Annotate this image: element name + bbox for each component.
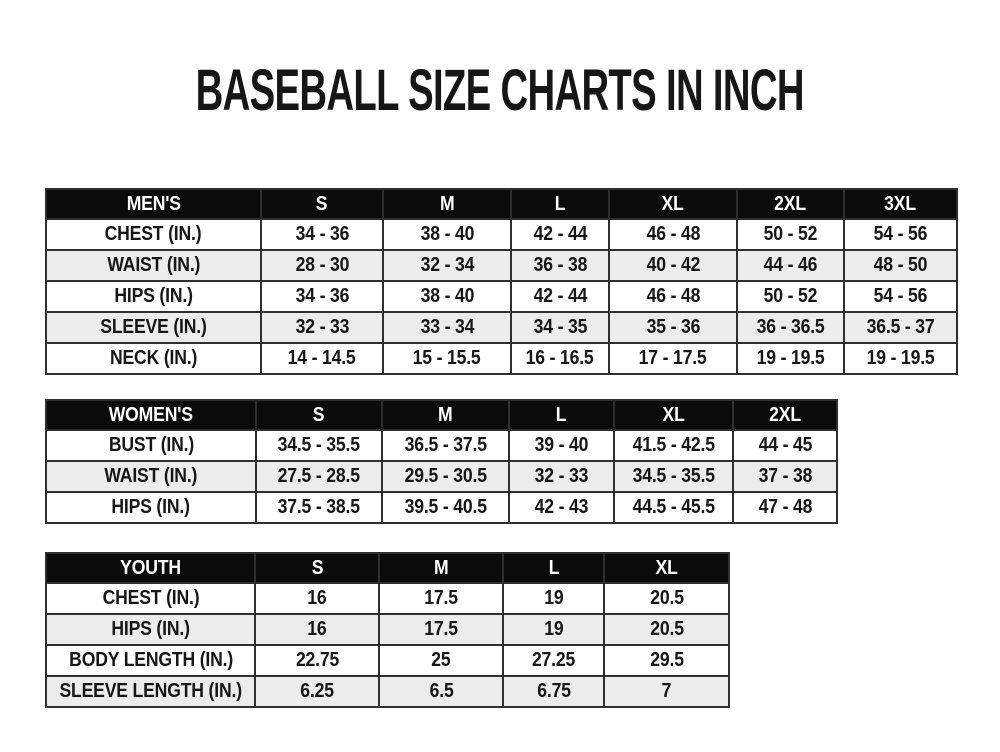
value-text: 35 - 36 [646, 316, 700, 338]
value-text: 19 - 19.5 [756, 347, 825, 369]
value-text: 37 - 38 [758, 465, 812, 487]
value-cell [261, 281, 383, 312]
row-label-cell [46, 430, 256, 461]
value-cell [379, 645, 503, 676]
value-text: 17.5 [424, 587, 459, 609]
value-cell [261, 343, 383, 374]
mens-size-column-header [737, 189, 844, 219]
header-label: WOMEN'S [108, 403, 194, 426]
value-text: 34 - 36 [295, 285, 349, 307]
value-text: 32 - 34 [420, 254, 474, 276]
youth-table-title-cell [46, 553, 255, 583]
row-label: HIPS (IN.) [114, 285, 193, 307]
value-text: 15 - 15.5 [413, 347, 481, 369]
row-label: CHEST (IN.) [105, 223, 202, 245]
value-text: 14 - 14.5 [288, 347, 356, 369]
table-row [46, 583, 729, 614]
value-text: 27.5 - 28.5 [277, 465, 361, 487]
row-label: WAIST (IN.) [107, 254, 200, 276]
table-row [46, 343, 957, 374]
value-text: 50 - 52 [763, 285, 818, 307]
header-label: 2XL [774, 192, 807, 215]
header-label: M [438, 403, 453, 426]
page-title [0, 58, 1000, 123]
value-cell [511, 281, 609, 312]
value-cell [261, 219, 383, 250]
value-cell [609, 281, 737, 312]
row-label-cell [46, 492, 256, 523]
header-label: XL [662, 403, 685, 426]
page-title-text: BASEBALL SIZE CHARTS IN INCH [195, 58, 805, 123]
row-label-cell [46, 461, 256, 492]
value-text: 16 [307, 618, 327, 640]
row-label-cell [46, 219, 261, 250]
row-label-cell [46, 250, 261, 281]
value-cell [737, 250, 844, 281]
value-cell [255, 614, 379, 645]
value-cell [256, 461, 382, 492]
mens-size-column-header [261, 189, 383, 219]
row-label: WAIST (IN.) [104, 465, 198, 487]
value-cell [737, 312, 844, 343]
value-cell [844, 250, 957, 281]
value-cell [379, 676, 503, 707]
womens-size-table [45, 399, 838, 524]
value-cell [844, 312, 957, 343]
value-cell [255, 645, 379, 676]
header-label: MEN'S [126, 192, 181, 215]
table-row [46, 430, 837, 461]
header-label: 2XL [769, 403, 801, 426]
value-cell [503, 676, 604, 707]
row-label: HIPS (IN.) [111, 618, 190, 640]
header-label: L [556, 403, 567, 426]
value-text: 50 - 52 [763, 223, 818, 245]
row-label-cell [46, 281, 261, 312]
value-text: 19 [544, 618, 564, 640]
mens-size-column-header [844, 189, 957, 219]
mens-header-row [46, 189, 957, 219]
table-row [46, 250, 957, 281]
value-text: 46 - 48 [646, 285, 700, 307]
value-text: 41.5 - 42.5 [632, 434, 715, 456]
value-text: 37.5 - 38.5 [277, 496, 361, 518]
value-cell [255, 583, 379, 614]
mens-table-title-cell [46, 189, 261, 219]
value-text: 40 - 42 [646, 254, 700, 276]
value-cell [511, 250, 609, 281]
value-cell [382, 461, 509, 492]
table-row [46, 676, 729, 707]
value-cell [379, 614, 503, 645]
table-row [46, 645, 729, 676]
mens-size-column-header [383, 189, 511, 219]
row-label-cell [46, 312, 261, 343]
mens-size-column-header [609, 189, 737, 219]
value-cell [604, 583, 729, 614]
value-cell [503, 583, 604, 614]
value-cell [844, 219, 957, 250]
value-cell [383, 343, 511, 374]
value-text: 20.5 [650, 618, 684, 640]
value-text: 33 - 34 [420, 316, 474, 338]
youth-size-column-header [604, 553, 729, 583]
value-cell [844, 343, 957, 374]
mens-size-column-header [511, 189, 609, 219]
value-text: 28 - 30 [295, 254, 349, 276]
value-text: 34.5 - 35.5 [632, 465, 715, 487]
value-cell [737, 343, 844, 374]
value-text: 36 - 38 [533, 254, 587, 276]
value-text: 47 - 48 [758, 496, 812, 518]
row-label-cell [46, 676, 255, 707]
value-cell [511, 312, 609, 343]
value-text: 44 - 46 [763, 254, 818, 276]
womens-header-row [46, 400, 837, 430]
womens-table-title-cell [46, 400, 256, 430]
value-text: 6.25 [300, 680, 335, 702]
value-text: 16 [307, 587, 327, 609]
header-label: L [548, 556, 560, 579]
womens-size-column-header [614, 400, 733, 430]
header-label: XL [655, 556, 678, 579]
value-text: 22.75 [295, 649, 339, 671]
value-text: 54 - 56 [873, 285, 928, 307]
value-text: 17.5 [424, 618, 459, 640]
youth-header-row [46, 553, 729, 583]
value-text: 54 - 56 [873, 223, 928, 245]
value-text: 36.5 - 37 [866, 316, 935, 338]
row-label-cell [46, 614, 255, 645]
value-text: 36.5 - 37.5 [404, 434, 487, 456]
table-row [46, 492, 837, 523]
value-text: 25 [431, 649, 451, 671]
value-cell [261, 250, 383, 281]
value-cell [503, 614, 604, 645]
row-label: BODY LENGTH (IN.) [68, 649, 233, 671]
value-text: 39 - 40 [534, 434, 589, 456]
value-cell [509, 461, 614, 492]
row-label: SLEEVE (IN.) [100, 316, 207, 338]
row-label-cell [46, 645, 255, 676]
value-cell [614, 461, 733, 492]
header-label: XL [661, 192, 685, 215]
table-row [46, 312, 957, 343]
value-text: 6.75 [537, 680, 571, 702]
row-label: CHEST (IN.) [102, 587, 200, 609]
value-text: 38 - 40 [420, 285, 474, 307]
value-text: 42 - 43 [534, 496, 589, 518]
value-text: 34 - 36 [295, 223, 349, 245]
header-label: L [554, 192, 566, 215]
value-cell [256, 492, 382, 523]
value-cell [511, 343, 609, 374]
value-cell [604, 676, 729, 707]
value-text: 44 - 45 [758, 434, 812, 456]
value-cell [604, 645, 729, 676]
value-text: 29.5 - 30.5 [404, 465, 487, 487]
womens-size-column-header [509, 400, 614, 430]
mens-size-table [45, 188, 958, 375]
value-cell [255, 676, 379, 707]
youth-size-column-header [255, 553, 379, 583]
table-row [46, 461, 837, 492]
value-text: 36 - 36.5 [756, 316, 825, 338]
table-row [46, 614, 729, 645]
header-label: 3XL [884, 192, 917, 215]
value-cell [503, 645, 604, 676]
row-label-cell [46, 583, 255, 614]
value-text: 17 - 17.5 [639, 347, 707, 369]
value-text: 34.5 - 35.5 [277, 434, 361, 456]
value-cell [609, 343, 737, 374]
value-cell [614, 430, 733, 461]
value-cell [733, 461, 837, 492]
womens-size-column-header [382, 400, 509, 430]
value-text: 44.5 - 45.5 [632, 496, 715, 518]
value-cell [509, 430, 614, 461]
value-cell [382, 492, 509, 523]
value-cell [511, 219, 609, 250]
header-label: S [313, 403, 325, 426]
value-text: 46 - 48 [646, 223, 700, 245]
row-label: SLEEVE LENGTH (IN.) [59, 680, 242, 702]
value-cell [737, 281, 844, 312]
value-cell [383, 250, 511, 281]
value-cell [383, 312, 511, 343]
value-cell [733, 430, 837, 461]
value-cell [733, 492, 837, 523]
value-text: 42 - 44 [533, 223, 587, 245]
header-label: M [434, 556, 449, 579]
value-text: 32 - 33 [295, 316, 349, 338]
value-text: 27.25 [532, 649, 576, 671]
value-cell [383, 219, 511, 250]
youth-size-column-header [379, 553, 503, 583]
value-text: 29.5 [650, 649, 684, 671]
value-cell [737, 219, 844, 250]
value-text: 42 - 44 [533, 285, 587, 307]
header-label: S [316, 192, 328, 215]
row-label: NECK (IN.) [109, 347, 198, 369]
value-text: 34 - 35 [533, 316, 587, 338]
value-text: 19 - 19.5 [866, 347, 935, 369]
value-cell [614, 492, 733, 523]
value-cell [844, 281, 957, 312]
womens-size-column-header [733, 400, 837, 430]
header-label: S [311, 556, 324, 579]
womens-size-column-header [256, 400, 382, 430]
value-cell [609, 219, 737, 250]
header-label: M [439, 192, 455, 215]
row-label: HIPS (IN.) [111, 496, 191, 518]
value-cell [509, 492, 614, 523]
value-cell [261, 312, 383, 343]
value-text: 7 [662, 680, 672, 702]
value-cell [383, 281, 511, 312]
value-text: 6.5 [429, 680, 454, 702]
value-cell [379, 583, 503, 614]
row-label: BUST (IN.) [108, 434, 194, 456]
value-cell [609, 250, 737, 281]
row-label-cell [46, 343, 261, 374]
header-label: YOUTH [120, 556, 182, 579]
value-text: 19 [544, 587, 564, 609]
value-text: 32 - 33 [534, 465, 589, 487]
value-text: 16 - 16.5 [526, 347, 594, 369]
value-cell [256, 430, 382, 461]
table-row [46, 219, 957, 250]
value-cell [604, 614, 729, 645]
youth-size-column-header [503, 553, 604, 583]
value-text: 39.5 - 40.5 [404, 496, 487, 518]
value-cell [609, 312, 737, 343]
youth-size-table [45, 552, 730, 708]
value-text: 48 - 50 [873, 254, 928, 276]
value-text: 38 - 40 [420, 223, 474, 245]
value-text: 20.5 [650, 587, 684, 609]
value-cell [382, 430, 509, 461]
table-row [46, 281, 957, 312]
